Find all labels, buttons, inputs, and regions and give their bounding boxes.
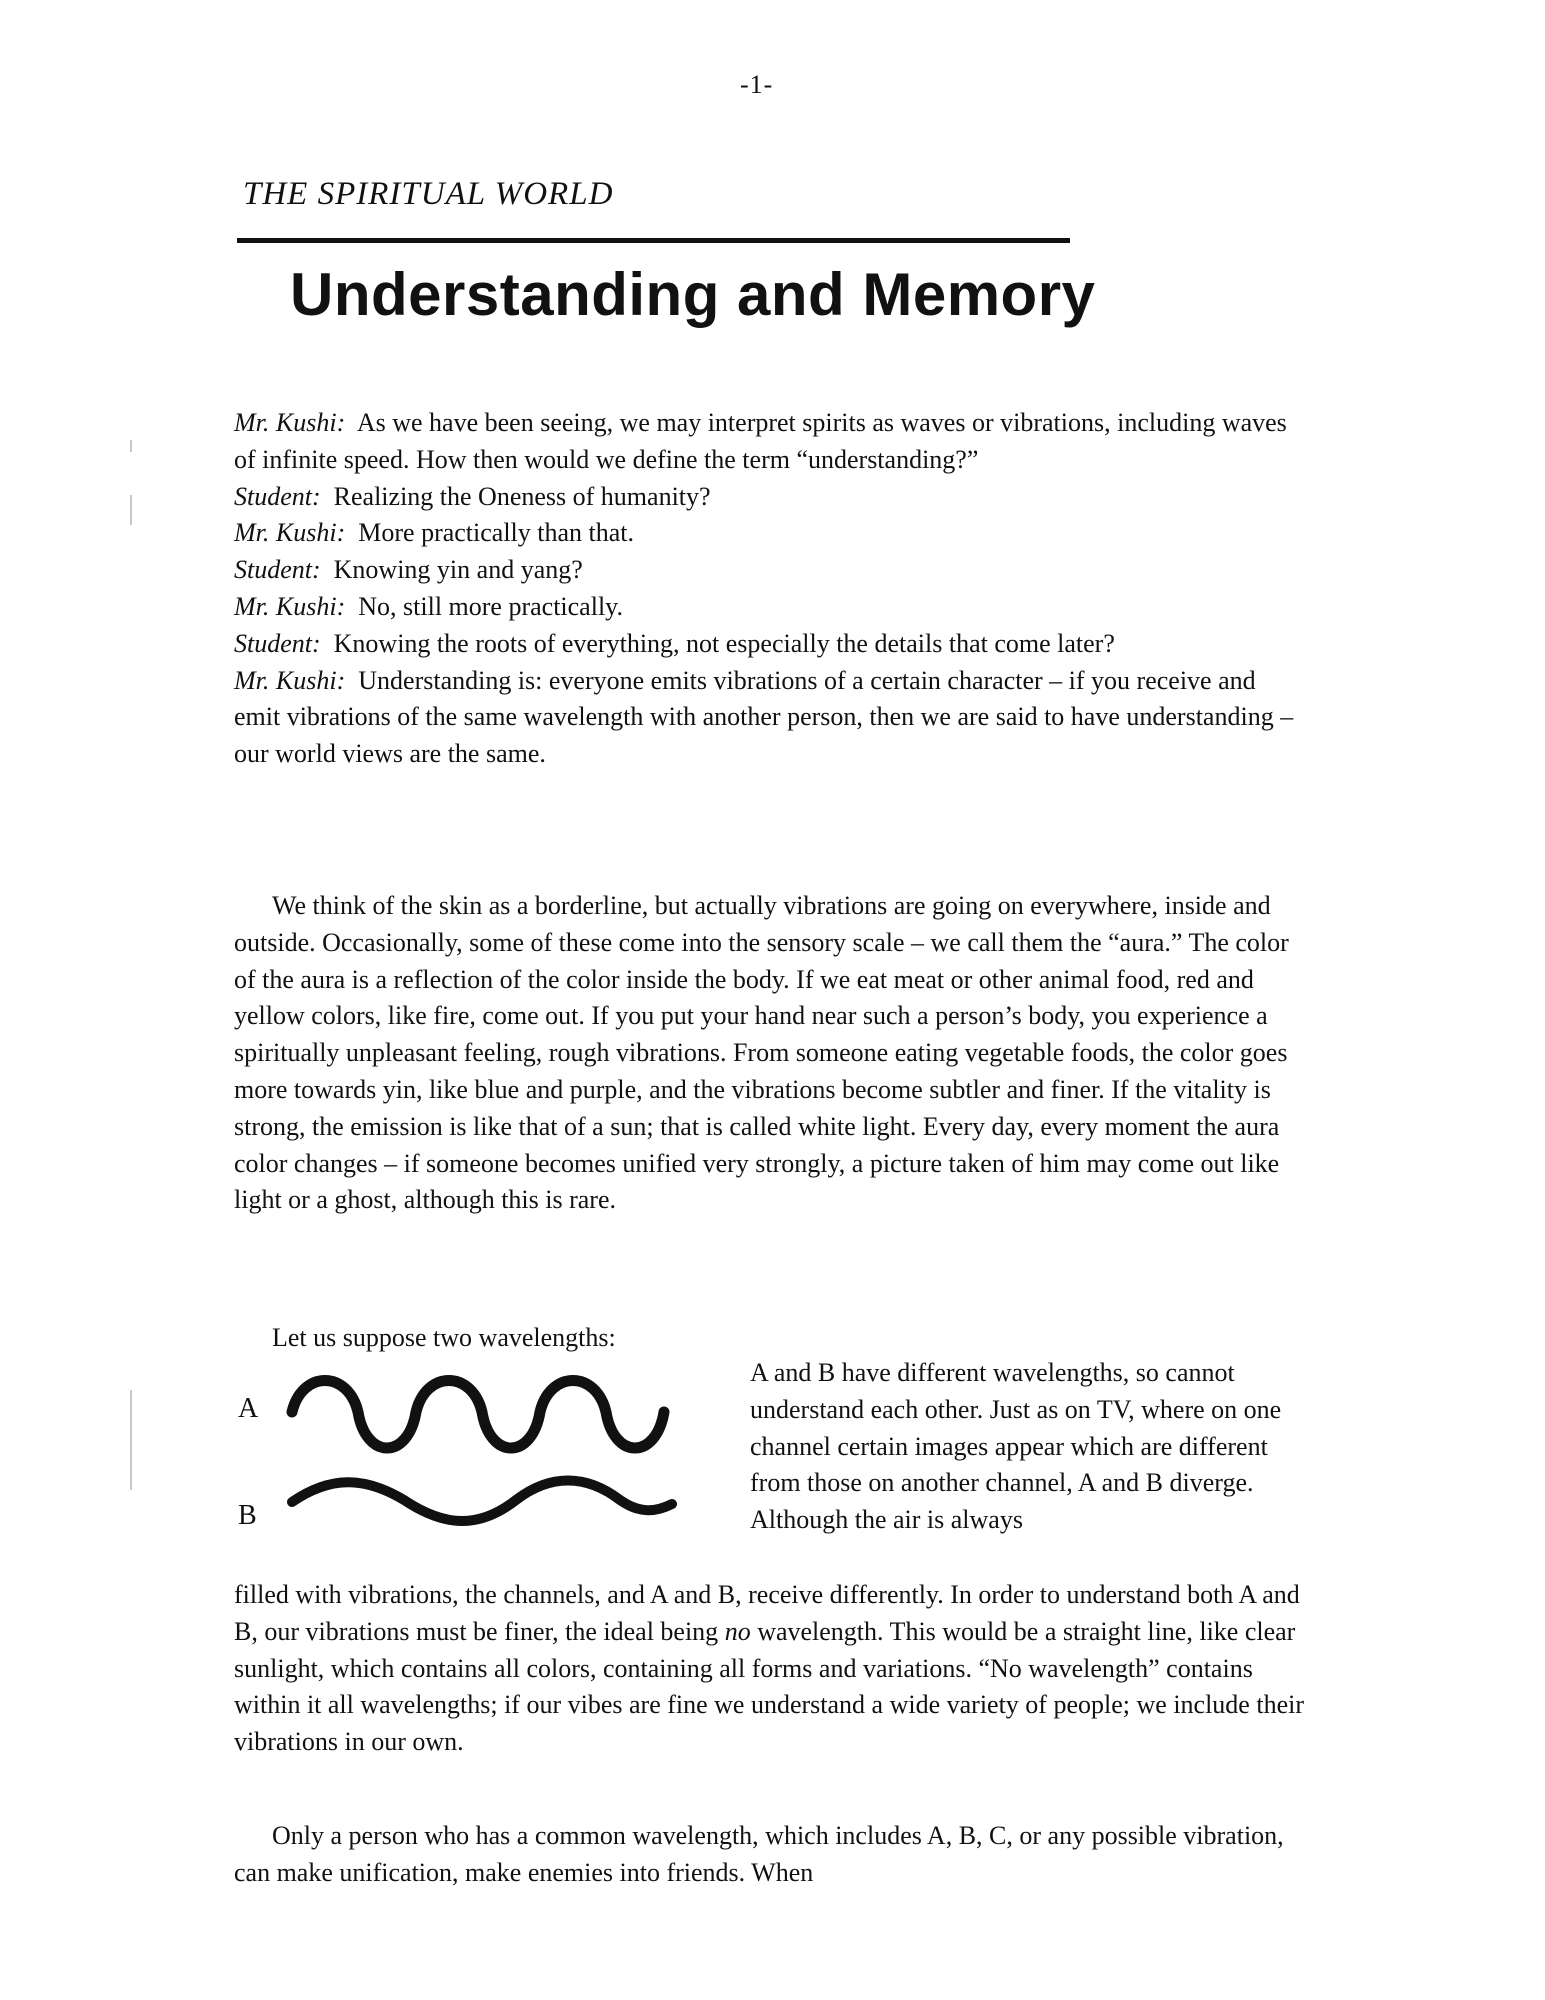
section-heading: THE SPIRITUAL WORLD xyxy=(243,176,614,212)
dialogue-line xyxy=(234,589,1304,626)
wavelength-lead-in: Let us suppose two wavelengths: xyxy=(272,1323,616,1352)
speaker-label: Student: xyxy=(234,628,321,658)
wave-a-line xyxy=(292,1381,664,1449)
speaker-label: Mr. Kushi: xyxy=(234,591,346,621)
scan-mark xyxy=(130,495,132,525)
heading-rule xyxy=(237,238,1070,243)
wave-a-label: A xyxy=(238,1393,259,1424)
dialogue-block xyxy=(234,405,1304,773)
dialogue-text: More practically than that. xyxy=(358,518,635,548)
emphasis-text: no xyxy=(724,1616,751,1646)
speaker-label: Mr. Kushi: xyxy=(234,408,346,437)
dialogue-text: As we have been seeing, we may interpret spirits as waves or vibrations, including waves of infinite speed. How then would we define the term “understanding?” xyxy=(234,408,1287,474)
wavelength-side-text: A and B have different wavelengths, so cannot understand each other. Just as on TV, where on one channel certain images appear which are different from those on another channel, A and B diverge. Although the air is always xyxy=(750,1358,1282,1535)
wavelength-paragraph xyxy=(234,1577,1304,1761)
scan-mark xyxy=(130,440,132,452)
dialogue-text: Knowing yin and yang? xyxy=(333,555,583,585)
dialogue-text: Understanding is: everyone emits vibrations of a certain character – if you receive and emit vibrations of the same wavelength with another person, then we are said to have understanding – our world views are the same. xyxy=(234,665,1294,769)
paragraph-text-part: wavelength. This would be a straight line, like clear sunlight, which contains all colors, containing all forms and variations. “No wavelength” contains within it all wavelengths; if our vibes are fine we understand a wide variety of people; we include their vibrations in our own. xyxy=(234,1616,1304,1757)
page-number: -1- xyxy=(740,70,774,99)
wave-b-label: B xyxy=(238,1500,257,1531)
final-paragraph xyxy=(234,1818,1304,1892)
speaker-label: Mr. Kushi: xyxy=(234,665,346,695)
wavelength-diagram xyxy=(280,1360,700,1540)
dialogue-line xyxy=(234,552,1304,589)
paragraph-text-part: filled with vibrations, the channels, and A and B, receive differently. In order to understand both A and B, our vibrations must be finer, the ideal being xyxy=(234,1580,1300,1646)
dialogue-text: Realizing the Oneness of humanity? xyxy=(333,481,711,511)
dialogue-line xyxy=(234,479,1304,516)
page-title: Understanding and Memory xyxy=(290,261,1096,328)
wave-b-line xyxy=(292,1481,672,1522)
paragraph-text xyxy=(234,1577,1304,1761)
dialogue-line xyxy=(234,626,1304,663)
speaker-label: Student: xyxy=(234,555,321,585)
dialogue-line xyxy=(234,405,1304,479)
aura-paragraph xyxy=(234,888,1304,1219)
paragraph-text: Only a person who has a common wavelength, which includes A, B, C, or any possible vibration, can make unification, make enemies into friends. When xyxy=(234,1821,1284,1887)
paragraph-text: We think of the skin as a borderline, but actually vibrations are going on everywhere, inside and outside. Occasionally, some of these come into the sensory scale – we call them the “aura.” The color of the aura is a reflection of the color inside the body. If we eat meat or other animal food, red and yellow colors, like fire, come out. If you put your hand near such a person’s body, you experience a spiritually unpleasant feeling, rough vibrations. From someone eating vegetable foods, the color goes more towards yin, like blue and purple, and the vibrations become subtler and finer. If the vitality is strong, the emission is like that of a sun; that is called white light. Every day, every moment the aura color changes – if someone becomes unified very strongly, a picture taken of him may come out like light or a ghost, although this is rare. xyxy=(234,891,1289,1215)
dialogue-line xyxy=(234,515,1304,552)
scan-mark xyxy=(130,1390,132,1490)
dialogue-line xyxy=(234,663,1304,773)
speaker-label: Student: xyxy=(234,481,321,511)
speaker-label: Mr. Kushi: xyxy=(234,518,346,548)
dialogue-text: Knowing the roots of everything, not especially the details that come later? xyxy=(333,628,1115,658)
dialogue-text: No, still more practically. xyxy=(358,591,623,621)
